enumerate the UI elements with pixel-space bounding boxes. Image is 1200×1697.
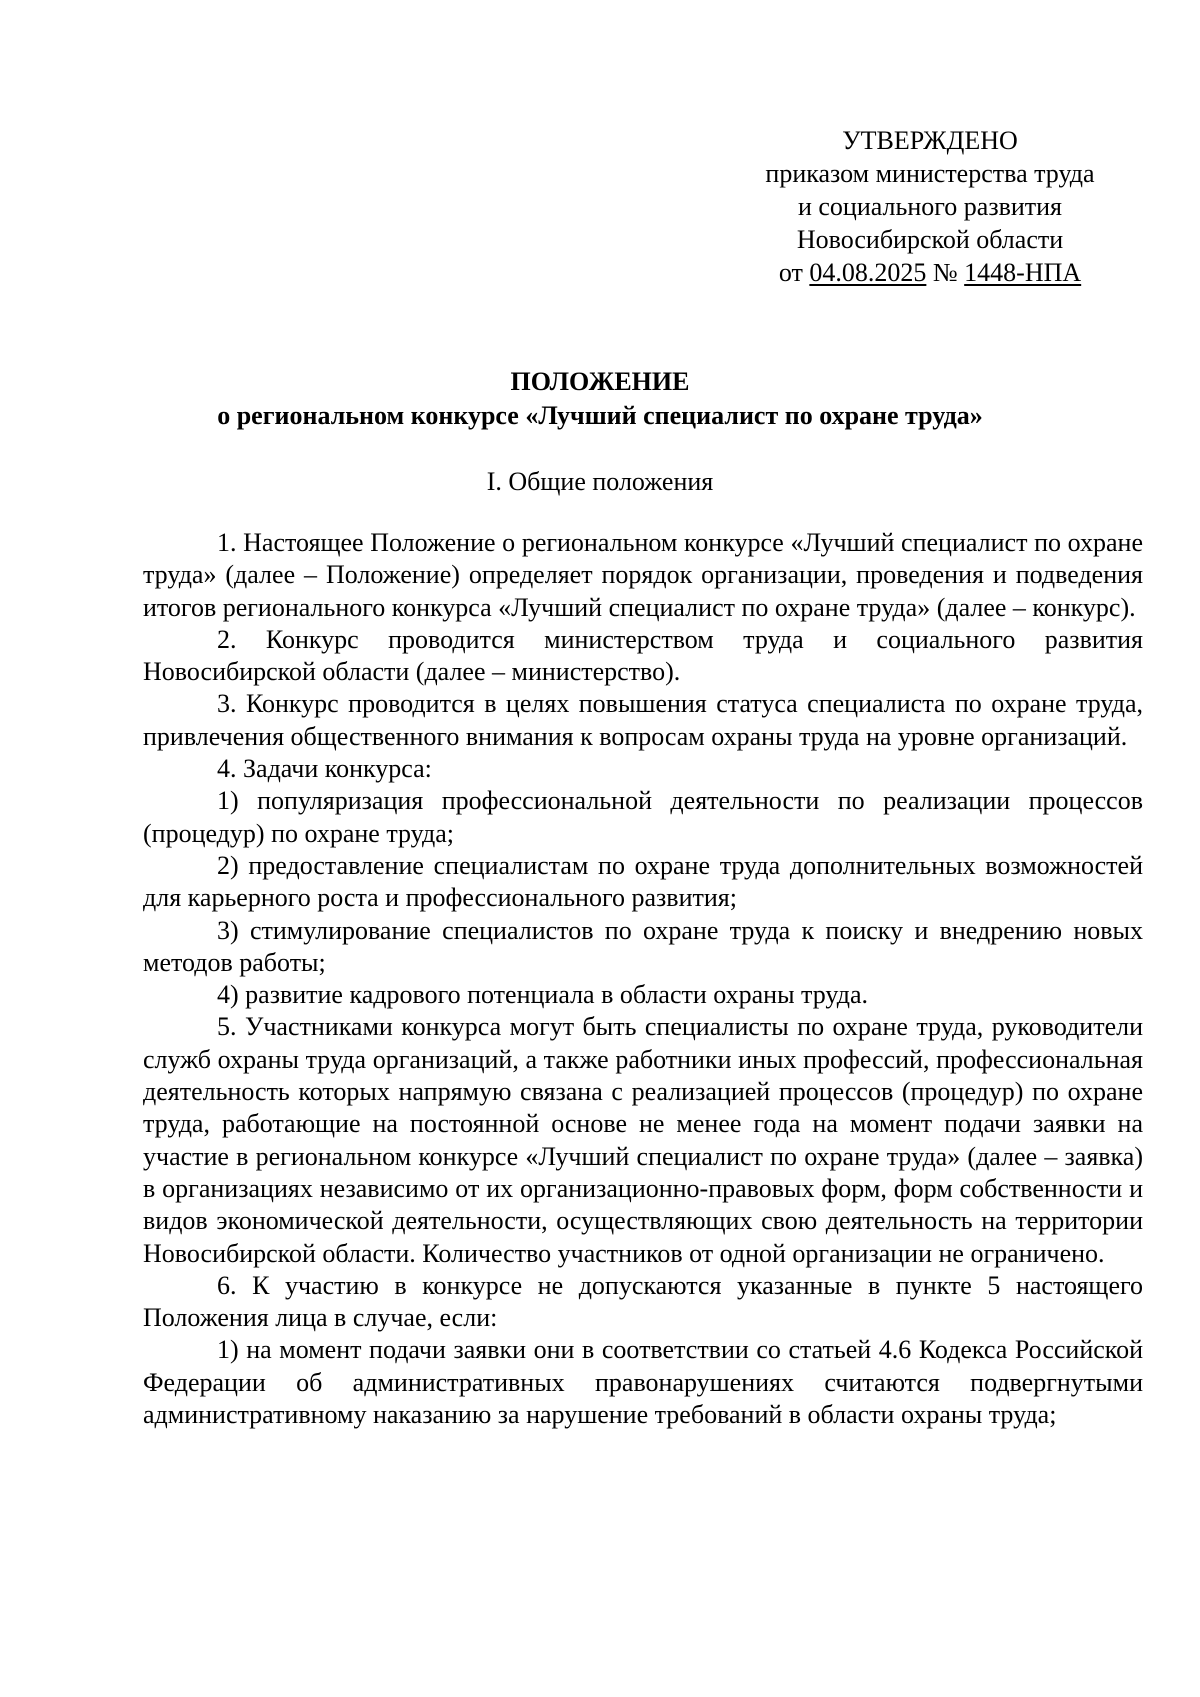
paragraph-4-item-2: 2) предоставление специалистам по охране труда дополнительных возможностей для карьерного роста и профессионального развития; xyxy=(143,850,1143,913)
paragraph-6: 6. К участию в конкурсе не допускаются указанные в пункте 5 настоящего Положения лица в случае, если: xyxy=(143,1270,1143,1333)
approval-date: 04.08.2025 xyxy=(809,258,927,287)
approval-line-2: и социального развития xyxy=(797,192,1063,221)
approval-date-line xyxy=(740,256,1120,289)
paragraph-4-item-4: 4) развитие кадрового потенциала в области охраны труда. xyxy=(217,980,869,1010)
approval-date-prefix: от xyxy=(778,258,810,287)
document-body xyxy=(143,527,1143,1431)
paragraph-4-item-3: 3) стимулирование специалистов по охране труда к поиску и внедрению новых методов работы; xyxy=(143,915,1143,977)
paragraph-1: 1. Настоящее Положение о региональном конкурсе «Лучший специалист по охране труда» (далее – Положение) определяет порядок организации, проведения и подведения итогов регионального конкурса «Лучший специалист по охране труда» (далее – конкурс). xyxy=(143,528,1143,622)
paragraph-6-item-1: 1) на момент подачи заявки они в соответствии со статьей 4.6 Кодекса Российской Федерации об административных правонарушениях считаются подвергнутыми административному наказанию за нарушение требований в области охраны труда; xyxy=(143,1335,1143,1430)
title-main: ПОЛОЖЕНИЕ xyxy=(510,367,690,396)
approval-line-1: приказом министерства труда xyxy=(765,159,1095,188)
paragraph-5: 5. Участниками конкурса могут быть специалисты по охране труда, руководители служб охраны труда организаций, а также работники иных профессий, профессиональная деятельность которых напрямую связана с реализацией процессов (процедур) по охране труда, работающие на постоянной основе не менее года на момент подачи заявки на участие в региональном конкурсе «Лучший специалист по охране труда» (далее – заявка) в организациях независимо от их организационно-правовых форм, форм собственности и видов экономической деятельности, осуществляющих свою деятельность на территории Новосибирской области. Количество участников от одной организации не ограничено. xyxy=(143,1012,1143,1268)
document-title xyxy=(0,365,1200,433)
paragraph-3: 3. Конкурс проводится в целях повышения статуса специалиста по охране труда, привлечения общественного внимания к вопросам охраны труда на уровне организаций. xyxy=(143,689,1143,751)
paragraph-4: 4. Задачи конкурса: xyxy=(217,754,432,784)
approval-number-prefix: № xyxy=(926,258,965,287)
approval-heading: УТВЕРЖДЕНО xyxy=(842,126,1018,155)
section-heading: I. Общие положения xyxy=(486,467,714,496)
approval-number: 1448-НПА xyxy=(964,258,1082,287)
paragraph-4-item-1: 1) популяризация профессиональной деятельности по реализации процессов (процедур) по охране труда; xyxy=(143,786,1143,848)
title-subtitle: о региональном конкурсе «Лучший специалист по охране труда» xyxy=(217,401,983,430)
paragraph-2: 2. Конкурс проводится министерством труда и социального развития Новосибирской области (далее – министерство). xyxy=(143,624,1143,687)
approval-stamp xyxy=(740,124,1120,289)
approval-line-3: Новосибирской области xyxy=(796,225,1064,254)
